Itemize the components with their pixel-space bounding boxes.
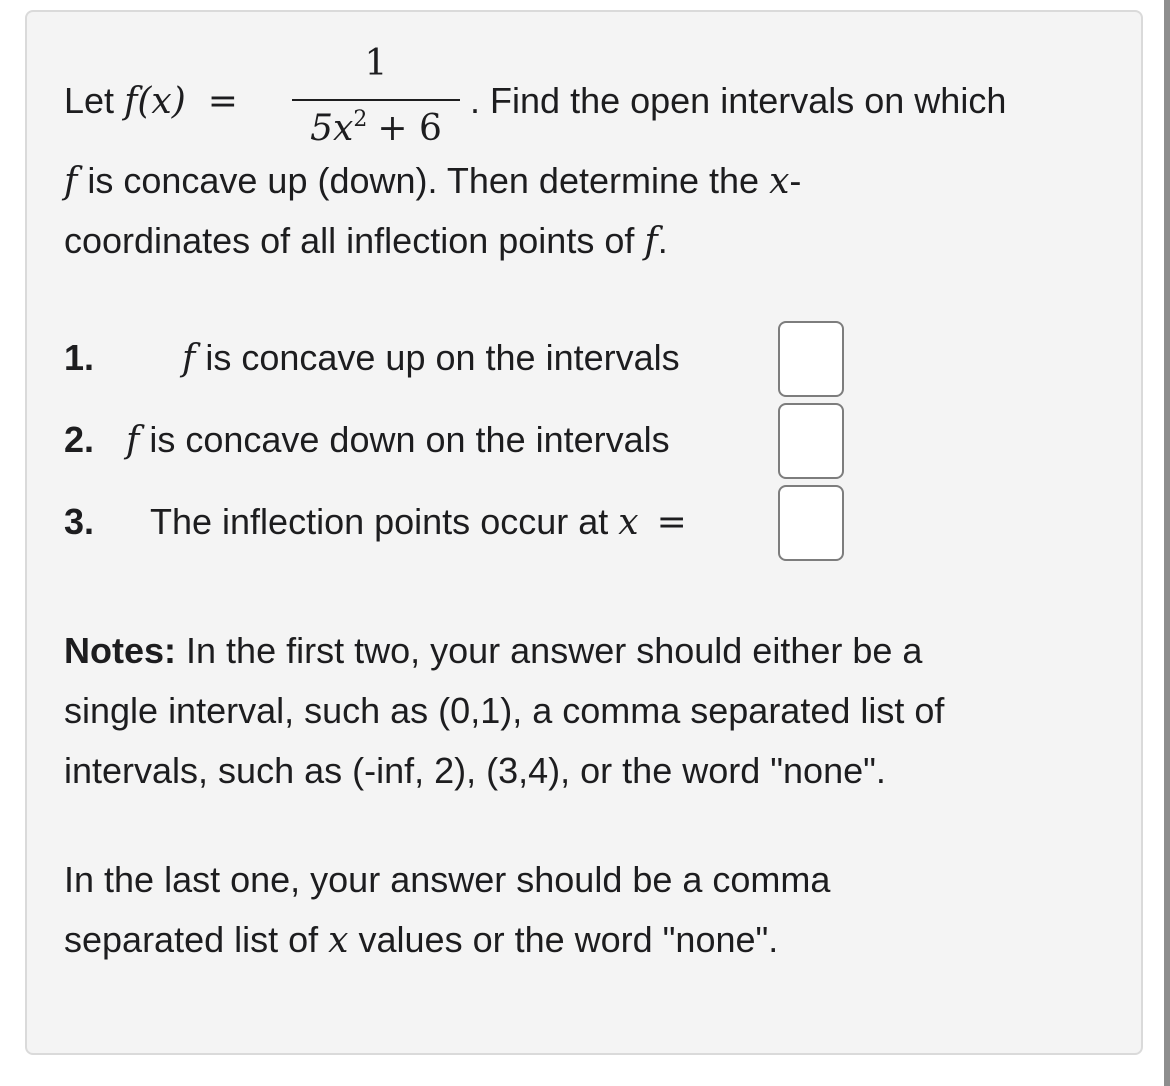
fraction-numerator: 1 — [364, 43, 388, 84]
problem-line-2: f is concave up (down). Then determine the x- — [64, 160, 802, 202]
concave-down-answer-input[interactable] — [778, 403, 844, 479]
notes-line-2: single interval, such as (0,1), a comma separated list of — [64, 690, 945, 731]
inflection-points-answer-input[interactable] — [778, 485, 844, 561]
notes-p2-line-1: In the last one, your answer should be a comma — [64, 859, 831, 900]
question-1-text: f is concave up on the intervals — [182, 337, 680, 379]
fraction — [290, 42, 462, 162]
question-3-number: 3. — [64, 501, 95, 542]
question-2-text: f is concave down on the intervals — [126, 419, 670, 461]
problem-line-3: coordinates of all inflection points of f. — [64, 220, 668, 262]
scrollbar[interactable] — [1164, 0, 1170, 1086]
notes-p2-line-2: separated list of x values or the word "none". — [64, 919, 779, 961]
question-1 — [64, 336, 94, 380]
function-lhs: f(x) — [124, 81, 186, 122]
problem-line-1-tail: . Find the open intervals on which — [470, 80, 1007, 121]
notes-line-3: intervals, such as (-inf, 2), (3,4), or the word "none". — [64, 750, 886, 791]
let-text: Let — [64, 80, 115, 121]
question-2 — [64, 418, 94, 462]
notes-label: Notes: — [64, 630, 177, 671]
notes-line-1: Notes: In the first two, your answer should either be a — [64, 630, 923, 671]
question-1-number: 1. — [64, 337, 95, 378]
fraction-bar — [292, 99, 460, 101]
question-3-text: The inflection points occur at x = — [150, 501, 687, 543]
question-2-number: 2. — [64, 419, 95, 460]
fraction-denominator: $5x^2 + 6$ — [310, 107, 442, 149]
equals-sign: = — [207, 81, 238, 122]
question-3 — [64, 500, 94, 544]
problem-line-1 — [64, 79, 238, 124]
concave-up-answer-input[interactable] — [778, 321, 844, 397]
